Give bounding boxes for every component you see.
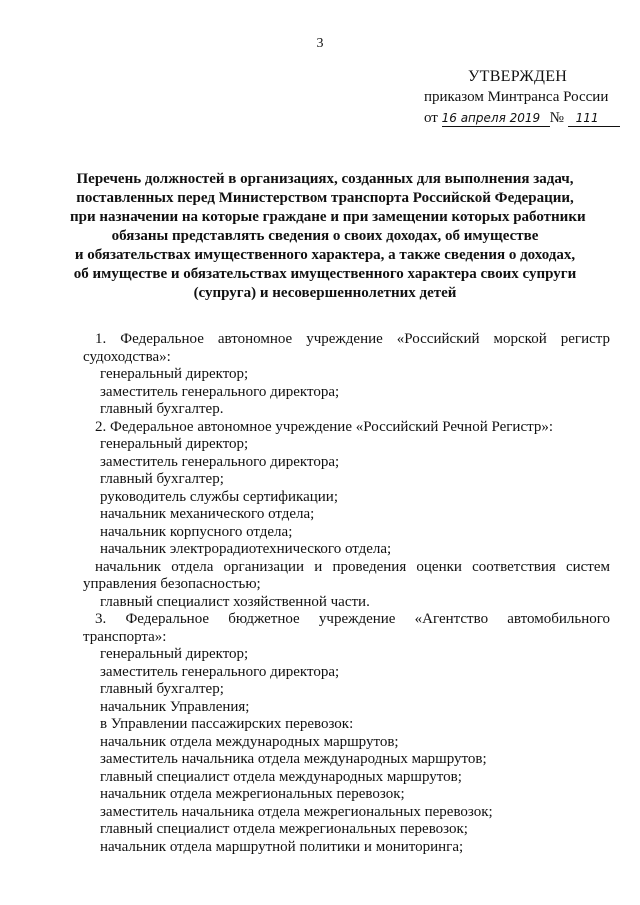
heading-line: поставленных перед Министерством транспорта Российской Федерации, bbox=[76, 190, 574, 206]
list-item: начальник отдела межрегиональных перевозок; bbox=[100, 786, 405, 802]
list-item: начальник корпусного отдела; bbox=[100, 523, 293, 540]
handwritten-order-number: 111 bbox=[568, 111, 620, 127]
list-item: заместитель генерального директора; bbox=[100, 383, 340, 400]
list-item-wrapped: начальник отдела организации и проведения оценки соответствия систем bbox=[95, 558, 610, 575]
heading-line: Перечень должностей в организациях, созданных для выполнения задач, bbox=[76, 171, 574, 187]
approval-date-line bbox=[424, 108, 624, 129]
approval-prefix: от bbox=[424, 110, 438, 126]
approval-block bbox=[424, 66, 624, 129]
page-number: 3 bbox=[316, 36, 324, 51]
list-item: в Управлении пассажирских перевозок: bbox=[100, 716, 354, 732]
positions-list bbox=[83, 331, 610, 856]
list-item: руководитель службы сертификации; bbox=[100, 488, 338, 505]
list-item: главный бухгалтер. bbox=[100, 401, 224, 417]
list-item-wrapped-cont: управления безопасностью; bbox=[83, 576, 261, 592]
handwritten-date: 16 апреля 2019 bbox=[442, 111, 550, 127]
section-title-3: 3. Федеральное бюджетное учреждение «Агентство автомобильного bbox=[95, 611, 610, 627]
list-item: главный бухгалтер; bbox=[100, 471, 224, 487]
approval-title: УТВЕРЖДЕН bbox=[468, 68, 568, 85]
number-sign: № bbox=[549, 110, 564, 126]
heading-line: об имуществе и обязательствах имущественного характера своих супруги bbox=[73, 266, 577, 282]
heading-line: при назначении на которые граждане и при замещении которых работники bbox=[70, 209, 586, 225]
list-item: начальник отдела маршрутной политики и мониторинга; bbox=[100, 838, 464, 855]
section-title-1: 1. Федеральное автономное учреждение «Российский морской регистр bbox=[95, 331, 610, 347]
heading-line: и обязательствах имущественного характера, а также сведения о доходах, bbox=[74, 247, 576, 263]
heading-line: обязаны представлять сведения о своих доходах, об имуществе bbox=[111, 228, 539, 244]
approval-order-line: приказом Минтранса России bbox=[424, 89, 609, 105]
list-item: заместитель начальника отдела межрегиональных перевозок; bbox=[100, 803, 493, 820]
list-item: начальник отдела международных маршрутов; bbox=[100, 733, 399, 750]
list-item: начальник Управления; bbox=[100, 698, 250, 715]
section-title-3-cont: транспорта»: bbox=[83, 628, 167, 645]
list-item: заместитель начальника отдела международных маршрутов; bbox=[100, 751, 487, 767]
list-item: заместитель генерального директора; bbox=[100, 453, 340, 470]
list-item: главный бухгалтер; bbox=[100, 681, 224, 697]
list-item: главный специалист отдела международных маршрутов; bbox=[100, 768, 462, 785]
list-item: генеральный директор; bbox=[100, 436, 249, 452]
section-title-1-cont: судоходства»: bbox=[83, 348, 171, 365]
list-item: начальник электрорадиотехнического отдела; bbox=[100, 541, 392, 557]
heading-line: (супруга) и несовершеннолетних детей bbox=[193, 285, 457, 301]
list-item: начальник механического отдела; bbox=[100, 506, 315, 522]
list-item: главный специалист отдела межрегиональных перевозок; bbox=[100, 821, 468, 837]
list-item: главный специалист хозяйственной части. bbox=[100, 593, 370, 610]
list-item: заместитель генерального директора; bbox=[100, 663, 340, 680]
document-heading bbox=[70, 170, 586, 303]
list-item: генеральный директор; bbox=[100, 366, 249, 382]
section-title-2: 2. Федеральное автономное учреждение «Российский Речной Регистр»: bbox=[95, 418, 554, 435]
list-item: генеральный директор; bbox=[100, 646, 249, 662]
